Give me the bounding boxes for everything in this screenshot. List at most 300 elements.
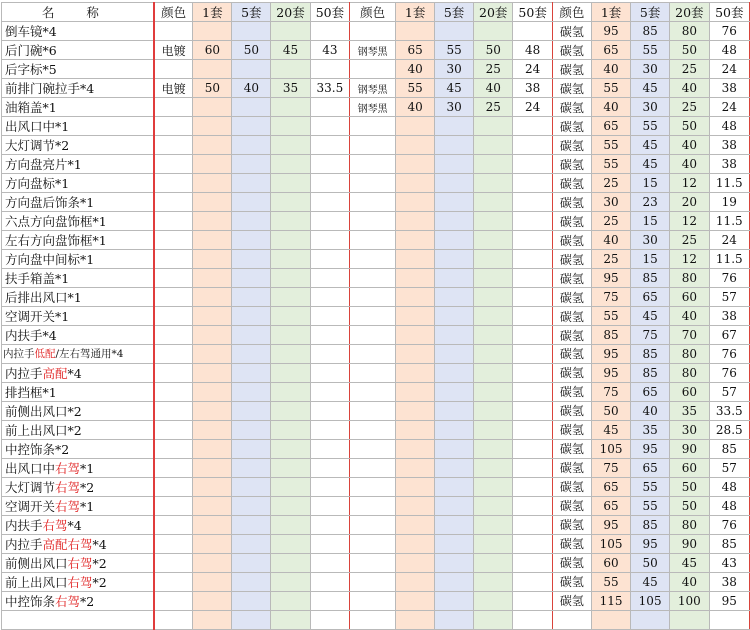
item-name-cell [2,79,154,98]
price-qty-5-cell: 45 [631,572,670,591]
header-qty-1: 1套 [193,3,232,22]
price-qty-1-cell: 60 [592,553,631,572]
price-qty-5-cell [232,610,271,629]
price-qty-1-cell: 40 [592,231,631,250]
price-qty-50-cell: 11.5 [709,174,749,193]
price-qty-20-cell [271,610,310,629]
price-qty-1-cell [396,401,435,420]
finish-cell [350,363,396,382]
finish-cell [154,515,193,534]
finish-cell [154,477,193,496]
price-qty-1-cell [193,60,232,79]
price-qty-5-cell: 30 [435,98,474,117]
price-qty-5-cell: 50 [631,553,670,572]
table-row [2,477,750,496]
price-qty-5-cell [232,98,271,117]
item-name-cell [2,193,154,212]
finish-cell: 碳氢 [552,496,591,515]
item-name-text: 大灯调节 [5,479,56,495]
table-row [2,458,750,477]
price-qty-1-cell [193,420,232,439]
item-name-text: *4 [67,517,82,533]
item-name-text: 出风口中*1 [5,119,70,134]
price-qty-1-cell [193,591,232,610]
finish-cell [552,610,591,629]
price-qty-50-cell [513,420,552,439]
item-name-cell [2,439,154,458]
finish-cell [350,174,396,193]
price-qty-20-cell: 45 [271,41,310,60]
header-qty-20: 20套 [670,3,709,22]
price-qty-20-cell [474,534,513,553]
table-row [2,420,750,439]
price-qty-50-cell [310,117,349,136]
price-qty-50-cell [513,269,552,288]
price-qty-50-cell [513,174,552,193]
finish-cell [350,572,396,591]
price-qty-1-cell [396,212,435,231]
table-row [2,117,750,136]
price-qty-50-cell [310,98,349,117]
price-qty-20-cell [271,420,310,439]
price-qty-50-cell [513,22,552,41]
price-qty-50-cell [513,117,552,136]
price-qty-50-cell [513,458,552,477]
price-qty-5-cell: 40 [232,79,271,98]
finish-cell [154,174,193,193]
price-qty-50-cell: 24 [513,98,552,117]
finish-cell [154,326,193,345]
price-qty-50-cell: 76 [709,363,749,382]
price-qty-5-cell [435,345,474,364]
price-qty-5-cell: 65 [631,288,670,307]
item-name-cell [2,269,154,288]
price-qty-1-cell [193,22,232,41]
price-qty-50-cell [513,326,552,345]
price-qty-5-cell [435,496,474,515]
price-qty-20-cell [474,193,513,212]
price-qty-5-cell [232,591,271,610]
item-variant-highlight: 右驾 [67,574,93,590]
price-qty-1-cell: 40 [592,60,631,79]
table-row [2,231,750,250]
price-qty-1-cell [193,288,232,307]
price-qty-5-cell [232,345,271,364]
price-qty-5-cell [232,288,271,307]
price-qty-50-cell: 19 [709,193,749,212]
price-qty-1-cell [193,326,232,345]
price-qty-50-cell: 48 [513,41,552,60]
price-qty-20-cell: 80 [670,345,709,364]
item-name-text: 前上出风口*2 [5,422,82,438]
finish-cell [154,439,193,458]
price-qty-5-cell [435,212,474,231]
price-qty-1-cell [193,212,232,231]
item-name-cell [2,231,154,250]
price-qty-50-cell [513,231,552,250]
header-qty-1: 1套 [592,3,631,22]
item-name-cell [2,98,154,117]
price-qty-50-cell: 85 [709,439,749,458]
price-qty-20-cell [474,288,513,307]
item-name-text: 前侧出风口*2 [5,403,82,419]
item-name-cell [2,250,154,269]
price-qty-1-cell [396,363,435,382]
table-row [2,250,750,269]
finish-cell [154,553,193,572]
price-qty-20-cell: 12 [670,250,709,269]
price-qty-1-cell: 25 [592,250,631,269]
price-qty-50-cell [310,174,349,193]
price-qty-20-cell [271,496,310,515]
price-qty-1-cell [396,193,435,212]
price-qty-1-cell: 65 [396,41,435,60]
price-qty-50-cell [513,477,552,496]
price-qty-1-cell: 65 [592,41,631,60]
finish-cell: 碳氢 [552,136,591,155]
header-color: 颜色 [350,3,396,22]
price-qty-20-cell: 30 [670,420,709,439]
price-qty-1-cell: 50 [193,79,232,98]
price-qty-1-cell [193,193,232,212]
finish-cell [154,382,193,401]
item-name-text: 左右方向盘饰框*1 [5,233,107,248]
finish-cell: 碳氢 [552,401,591,420]
header-qty-20: 20套 [271,3,310,22]
item-name-cell [2,326,154,345]
price-qty-1-cell: 75 [592,382,631,401]
price-qty-50-cell: 76 [709,345,749,364]
price-qty-1-cell [396,22,435,41]
item-name-cell [2,496,154,515]
price-qty-20-cell [271,591,310,610]
price-qty-1-cell [396,534,435,553]
price-qty-20-cell: 25 [670,98,709,117]
finish-cell [350,401,396,420]
price-qty-50-cell: 38 [709,572,749,591]
item-name-text: 大灯调节*2 [5,138,70,153]
finish-cell: 碳氢 [552,79,591,98]
finish-cell: 碳氢 [552,345,591,364]
finish-cell: 碳氢 [552,250,591,269]
price-qty-50-cell: 76 [709,515,749,534]
finish-cell [350,496,396,515]
price-qty-20-cell: 50 [670,41,709,60]
price-qty-5-cell [232,420,271,439]
price-qty-20-cell [271,572,310,591]
finish-cell: 碳氢 [552,363,591,382]
finish-cell [154,496,193,515]
finish-cell [350,212,396,231]
price-qty-20-cell [474,496,513,515]
price-qty-1-cell [193,231,232,250]
finish-cell [154,420,193,439]
item-name-cell [2,41,154,60]
price-qty-20-cell [271,363,310,382]
price-qty-20-cell [474,136,513,155]
price-qty-50-cell: 43 [709,553,749,572]
item-variant-highlight: 高配右驾 [42,536,93,552]
price-qty-50-cell [310,420,349,439]
finish-cell [154,269,193,288]
price-qty-1-cell [396,420,435,439]
finish-cell [154,155,193,174]
price-qty-50-cell: 28.5 [709,420,749,439]
price-qty-50-cell [513,401,552,420]
price-qty-50-cell [310,591,349,610]
price-qty-5-cell [435,155,474,174]
item-name-text: 方向盘后饰条*1 [5,195,95,210]
price-qty-50-cell [513,288,552,307]
price-qty-1-cell: 55 [592,136,631,155]
price-qty-5-cell [435,610,474,629]
price-qty-1-cell: 40 [396,60,435,79]
price-qty-1-cell [193,610,232,629]
price-qty-1-cell: 25 [592,174,631,193]
finish-cell [350,193,396,212]
price-qty-5-cell [435,326,474,345]
price-qty-1-cell: 55 [592,155,631,174]
price-qty-5-cell [435,420,474,439]
price-qty-1-cell [396,345,435,364]
finish-cell [350,534,396,553]
item-name-cell [2,307,154,326]
price-qty-5-cell [232,496,271,515]
finish-cell: 电镀 [154,41,193,60]
price-qty-5-cell [435,136,474,155]
finish-cell [350,307,396,326]
price-table [1,2,750,630]
price-qty-20-cell [271,269,310,288]
price-qty-5-cell [232,193,271,212]
price-qty-50-cell [709,610,749,629]
finish-cell [154,117,193,136]
price-qty-1-cell: 105 [592,534,631,553]
price-qty-5-cell [631,610,670,629]
price-qty-20-cell: 45 [670,553,709,572]
item-name-text: 内拉手 [5,536,43,552]
price-qty-20-cell [271,534,310,553]
price-qty-5-cell [435,439,474,458]
price-qty-1-cell [396,269,435,288]
price-qty-1-cell: 65 [592,117,631,136]
price-qty-1-cell: 45 [592,420,631,439]
header-name: 名 称 [2,3,154,22]
table-row [2,136,750,155]
price-qty-50-cell [310,326,349,345]
price-qty-20-cell [271,22,310,41]
price-qty-5-cell: 85 [631,515,670,534]
table-row [2,60,750,79]
price-qty-50-cell [513,553,552,572]
item-name-cell [2,401,154,420]
finish-cell [350,155,396,174]
price-qty-1-cell: 55 [396,79,435,98]
price-qty-1-cell [193,269,232,288]
header-qty-50: 50套 [709,3,749,22]
finish-cell: 碳氢 [552,269,591,288]
finish-cell [154,231,193,250]
price-qty-1-cell [396,174,435,193]
price-qty-20-cell [474,591,513,610]
table-row [2,193,750,212]
item-name-cell [2,174,154,193]
header-qty-1: 1套 [396,3,435,22]
item-name-text: 六点方向盘饰框*1 [5,214,107,229]
price-qty-20-cell [474,439,513,458]
price-qty-50-cell [310,477,349,496]
price-qty-20-cell: 25 [670,231,709,250]
price-qty-1-cell [193,363,232,382]
price-qty-50-cell [513,155,552,174]
price-qty-5-cell: 75 [631,326,670,345]
price-qty-50-cell [310,496,349,515]
price-qty-50-cell: 76 [709,22,749,41]
price-table-container [1,2,750,630]
price-qty-5-cell: 55 [631,117,670,136]
header-qty-5: 5套 [435,3,474,22]
table-row [2,572,750,591]
finish-cell [154,60,193,79]
price-qty-50-cell [310,553,349,572]
item-name-text: 前排门碗拉手*4 [5,81,95,96]
price-qty-50-cell: 38 [709,136,749,155]
price-qty-1-cell [396,117,435,136]
price-qty-20-cell [474,22,513,41]
price-qty-1-cell [193,458,232,477]
price-qty-20-cell [271,174,310,193]
price-qty-50-cell [513,382,552,401]
price-qty-20-cell [474,231,513,250]
finish-cell [154,212,193,231]
table-row [2,212,750,231]
price-qty-5-cell [232,155,271,174]
price-qty-20-cell: 35 [670,401,709,420]
price-qty-20-cell: 80 [670,515,709,534]
price-qty-50-cell [310,136,349,155]
table-row [2,534,750,553]
price-qty-5-cell: 65 [631,458,670,477]
price-qty-5-cell [232,477,271,496]
table-row [2,307,750,326]
price-qty-5-cell [232,60,271,79]
price-qty-1-cell [193,117,232,136]
finish-cell: 碳氢 [552,326,591,345]
header-qty-50: 50套 [310,3,349,22]
price-qty-1-cell: 95 [592,345,631,364]
item-name-cell [2,610,154,629]
price-qty-5-cell: 23 [631,193,670,212]
finish-cell [350,269,396,288]
price-qty-20-cell: 80 [670,269,709,288]
price-qty-50-cell [513,610,552,629]
price-qty-1-cell: 30 [592,193,631,212]
price-qty-20-cell: 40 [474,79,513,98]
item-name-text: 方向盘标*1 [5,176,70,191]
price-qty-50-cell: 33.5 [709,401,749,420]
price-qty-1-cell: 40 [396,98,435,117]
price-qty-1-cell [396,382,435,401]
finish-cell: 碳氢 [552,98,591,117]
price-qty-1-cell [193,307,232,326]
item-name-cell [2,22,154,41]
finish-cell: 碳氢 [552,591,591,610]
price-qty-1-cell: 95 [592,363,631,382]
price-qty-50-cell [310,401,349,420]
price-qty-50-cell [310,345,349,364]
table-row [2,553,750,572]
finish-cell: 碳氢 [552,534,591,553]
price-qty-20-cell [271,553,310,572]
price-qty-50-cell [513,534,552,553]
price-qty-50-cell [310,534,349,553]
price-qty-50-cell [513,212,552,231]
item-name-text: 前上出风口 [5,574,68,590]
price-qty-5-cell: 15 [631,212,670,231]
price-qty-20-cell: 60 [670,458,709,477]
price-qty-50-cell [310,193,349,212]
finish-cell: 钢琴黑 [350,79,396,98]
item-name-text: 中控饰条*2 [5,441,70,457]
header-qty-50: 50套 [513,3,552,22]
price-qty-20-cell: 40 [670,572,709,591]
price-qty-5-cell: 55 [631,41,670,60]
price-qty-5-cell: 55 [631,496,670,515]
price-qty-5-cell: 55 [435,41,474,60]
item-name-cell [2,382,154,401]
price-qty-1-cell: 95 [592,269,631,288]
price-qty-50-cell [310,572,349,591]
finish-cell: 钢琴黑 [350,41,396,60]
price-qty-5-cell [435,307,474,326]
table-row [2,326,750,345]
price-qty-1-cell [396,515,435,534]
price-qty-5-cell: 45 [435,79,474,98]
price-qty-1-cell: 25 [592,212,631,231]
price-qty-5-cell: 45 [631,155,670,174]
price-qty-50-cell: 95 [709,591,749,610]
item-name-text: 中控饰条 [5,593,56,609]
price-qty-20-cell [271,515,310,534]
header-row [2,3,750,22]
price-qty-5-cell: 95 [631,534,670,553]
price-qty-5-cell [435,572,474,591]
price-qty-5-cell [435,458,474,477]
item-variant-highlight: 低配 [34,348,56,361]
price-qty-20-cell [474,572,513,591]
price-qty-20-cell [271,382,310,401]
finish-cell [154,591,193,610]
item-name-cell [2,553,154,572]
item-name-text: *2 [80,593,95,609]
item-name-cell [2,288,154,307]
item-name-text: 倒车镜*4 [5,24,57,39]
price-qty-5-cell [232,231,271,250]
item-name-text: 内扶手*4 [5,328,57,343]
item-variant-highlight: 右驾 [42,517,68,533]
price-qty-50-cell [310,458,349,477]
price-qty-5-cell [232,212,271,231]
price-qty-5-cell [435,269,474,288]
price-qty-20-cell [474,458,513,477]
finish-cell [350,610,396,629]
price-qty-5-cell [232,117,271,136]
price-qty-1-cell: 55 [592,307,631,326]
price-qty-1-cell [193,401,232,420]
price-qty-1-cell: 40 [592,98,631,117]
price-qty-20-cell [474,174,513,193]
price-qty-50-cell: 57 [709,382,749,401]
